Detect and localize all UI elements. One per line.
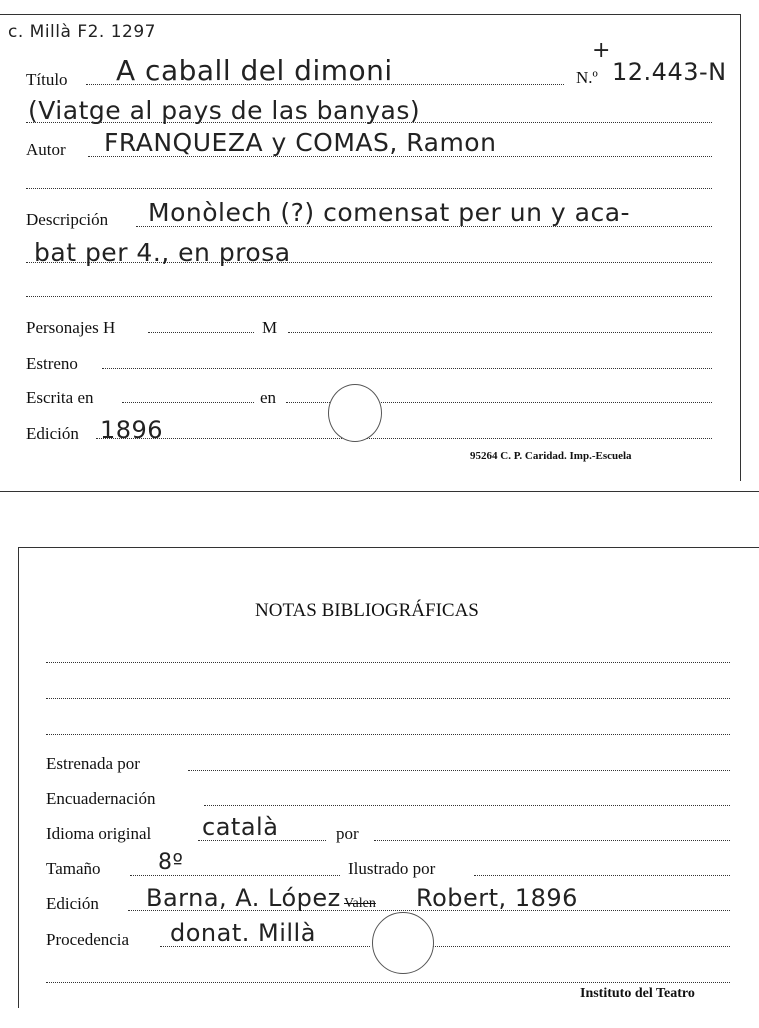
edicion2-value: Barna, A. López [146, 884, 341, 912]
personajes-m-line [288, 332, 712, 333]
institution-imprint: Instituto del Teatro [580, 986, 695, 1001]
tamano-label: Tamaño [46, 859, 101, 878]
notas-heading: NOTAS BIBLIOGRÁFICAS [255, 600, 479, 621]
titulo-label: Título [26, 70, 68, 89]
titulo-continuation: (Viatge al pays de las banyas) [28, 96, 421, 125]
escrita-label: Escrita en [26, 388, 94, 407]
descripcion-continuation: bat per 4., en prosa [34, 238, 291, 267]
edicion-value: 1896 [100, 416, 164, 444]
tamano-value: 8º [158, 850, 184, 875]
estreno-line [102, 368, 712, 369]
idioma-value: català [202, 813, 279, 841]
punch-hole [328, 384, 382, 442]
estreno-label: Estreno [26, 354, 78, 373]
corner-note: c. Millà F2. 1297 [8, 22, 156, 42]
procedencia-label: Procedencia [46, 930, 130, 949]
autor-value: FRANQUEZA y COMAS, Ramon [104, 128, 497, 157]
notas-line-3 [46, 734, 730, 735]
idioma-label: Idioma original [46, 824, 152, 843]
escrita-line [122, 402, 254, 403]
encuadernacion-line [204, 805, 730, 806]
procedencia-line-2 [432, 946, 730, 947]
edicion2-value-2: Robert, 1896 [416, 884, 578, 912]
descripcion-line-3 [26, 296, 712, 297]
ilustrado-line [474, 875, 730, 876]
punch-hole-bottom [372, 912, 434, 974]
titulo-value: A caball del dimoni [116, 54, 393, 87]
personajes-h-line [148, 332, 254, 333]
edicion-label: Edición [26, 424, 79, 443]
idioma-por-label: por [336, 824, 359, 843]
numero-value: 12.443-N [612, 58, 727, 86]
notas-line-1 [46, 662, 730, 663]
edicion2-struck: Valen [344, 896, 376, 911]
personajes-label: Personajes H [26, 318, 116, 337]
numero-label: N.º [576, 68, 598, 87]
descripcion-line-2 [26, 262, 712, 263]
titulo-line-2 [26, 122, 712, 123]
autor-label: Autor [26, 140, 66, 159]
edicion-line [96, 438, 712, 439]
card-separator [0, 491, 759, 492]
printer-imprint: 95264 C. P. Caridad. Imp.-Escuela [470, 450, 632, 462]
ilustrado-label: Ilustrado por [348, 859, 436, 878]
notas-line-2 [46, 698, 730, 699]
descripcion-value: Monòlech (?) comensat per un y aca- [148, 198, 631, 227]
procedencia-value: donat. Millà [170, 919, 316, 947]
descripcion-label: Descripción [26, 210, 109, 229]
personajes-m-label: M [262, 318, 278, 337]
escrita-en-label: en [260, 388, 277, 407]
estrenada-line [188, 770, 730, 771]
procedencia-line-3 [46, 982, 730, 983]
autor-line-2 [26, 188, 712, 189]
edicion2-label: Edición [46, 894, 99, 913]
encuadernacion-label: Encuadernación [46, 789, 156, 808]
tamano-line [130, 875, 340, 876]
idioma-por-line [374, 840, 730, 841]
estrenada-label: Estrenada por [46, 754, 140, 773]
cross-mark: + [592, 38, 611, 63]
